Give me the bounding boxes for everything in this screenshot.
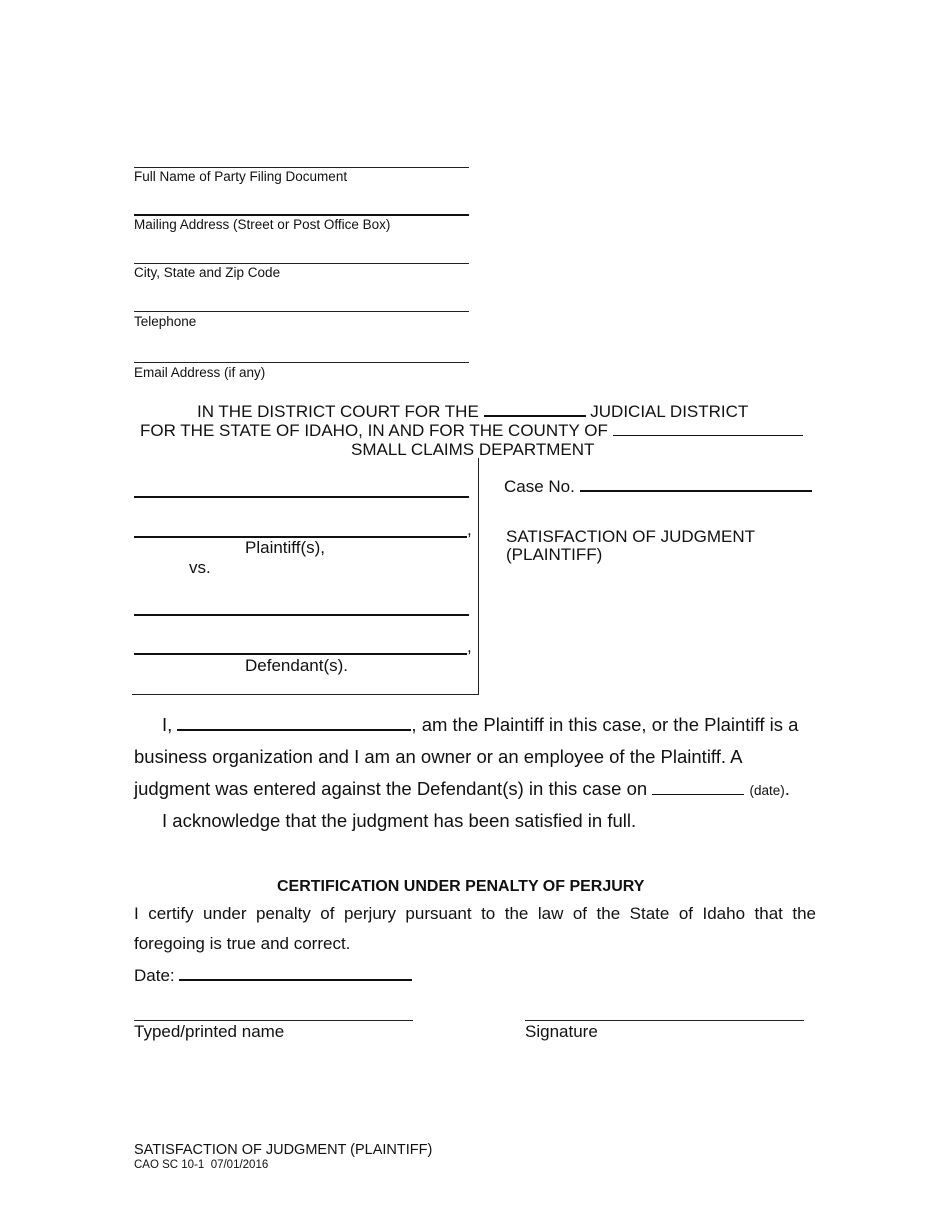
certification-heading: CERTIFICATION UNDER PENALTY OF PERJURY bbox=[277, 878, 645, 895]
defendant-line-2[interactable] bbox=[134, 653, 467, 655]
plaintiff-line-1[interactable] bbox=[134, 496, 469, 498]
footer-title: SATISFACTION OF JUDGMENT (PLAINTIFF) bbox=[134, 1142, 433, 1158]
date-blank[interactable] bbox=[179, 964, 412, 981]
city-state-zip-label: City, State and Zip Code bbox=[134, 265, 281, 280]
plaintiff-label: Plaintiff(s), bbox=[245, 538, 325, 557]
plaintiff-name-blank[interactable] bbox=[177, 714, 411, 731]
plaintiff-comma: , bbox=[467, 520, 472, 539]
court-line-2-prefix: FOR THE STATE OF IDAHO, IN AND FOR THE COUNTY OF bbox=[140, 421, 608, 440]
full-name-line[interactable] bbox=[134, 167, 469, 168]
body-line-3-period: . bbox=[784, 778, 790, 799]
full-name-label: Full Name of Party Filing Document bbox=[134, 169, 348, 184]
telephone-label: Telephone bbox=[134, 314, 197, 329]
body-line-3 bbox=[134, 778, 790, 800]
county-blank[interactable] bbox=[613, 420, 803, 436]
caption-bottom-rule bbox=[132, 694, 479, 695]
body-line-3-text: judgment was entered against the Defendant(s) in this case on bbox=[134, 778, 648, 799]
body-line-1 bbox=[162, 714, 798, 736]
doc-title-line-2: (PLAINTIFF) bbox=[506, 545, 603, 564]
body-line-2: business organization and I am an owner or an employee of the Plaintiff. A bbox=[134, 746, 743, 767]
email-label: Email Address (if any) bbox=[134, 365, 266, 380]
typed-name-line[interactable] bbox=[134, 1020, 413, 1021]
case-number bbox=[504, 475, 812, 497]
judicial-district-blank[interactable] bbox=[484, 400, 586, 417]
signature-label: Signature bbox=[525, 1022, 598, 1041]
body-line-1-rest: , am the Plaintiff in this case, or the Plaintiff is a bbox=[411, 714, 799, 735]
court-line-3: SMALL CLAIMS DEPARTMENT bbox=[351, 440, 595, 459]
typed-name-label: Typed/printed name bbox=[134, 1022, 285, 1041]
date-label: Date: bbox=[134, 966, 175, 985]
defendant-comma: , bbox=[467, 637, 472, 656]
court-line-1 bbox=[197, 400, 748, 422]
mailing-address-line[interactable] bbox=[134, 214, 469, 216]
doc-title-line-1: SATISFACTION OF JUDGMENT bbox=[506, 527, 756, 546]
certification-text-line-2: foregoing is true and correct. bbox=[134, 934, 351, 953]
body-line-1-start: I, bbox=[162, 714, 173, 735]
defendant-line-1[interactable] bbox=[134, 614, 469, 616]
court-line-2 bbox=[140, 420, 803, 441]
date-hint: (date) bbox=[749, 783, 785, 798]
date-field bbox=[134, 964, 412, 986]
case-number-label: Case No. bbox=[504, 477, 575, 496]
court-line-1-prefix: IN THE DISTRICT COURT FOR THE bbox=[197, 402, 479, 421]
case-number-blank[interactable] bbox=[580, 475, 812, 492]
mailing-address-label: Mailing Address (Street or Post Office Box) bbox=[134, 217, 391, 232]
court-line-1-suffix: JUDICIAL DISTRICT bbox=[590, 402, 749, 421]
caption-divider bbox=[478, 458, 479, 694]
telephone-line[interactable] bbox=[134, 311, 469, 312]
signature-line[interactable] bbox=[525, 1020, 804, 1021]
certification-text-line-1: I certify under penalty of perjury pursuant to the law of the State of Idaho that the bbox=[134, 904, 816, 923]
city-state-zip-line[interactable] bbox=[134, 263, 469, 264]
vs-label: vs. bbox=[189, 558, 211, 577]
defendant-label: Defendant(s). bbox=[245, 656, 348, 675]
judgment-date-blank[interactable] bbox=[652, 779, 744, 795]
body-line-4: I acknowledge that the judgment has been satisfied in full. bbox=[162, 810, 637, 831]
footer-form-code: CAO SC 10-1 07/01/2016 bbox=[134, 1159, 269, 1171]
email-line[interactable] bbox=[134, 362, 469, 363]
